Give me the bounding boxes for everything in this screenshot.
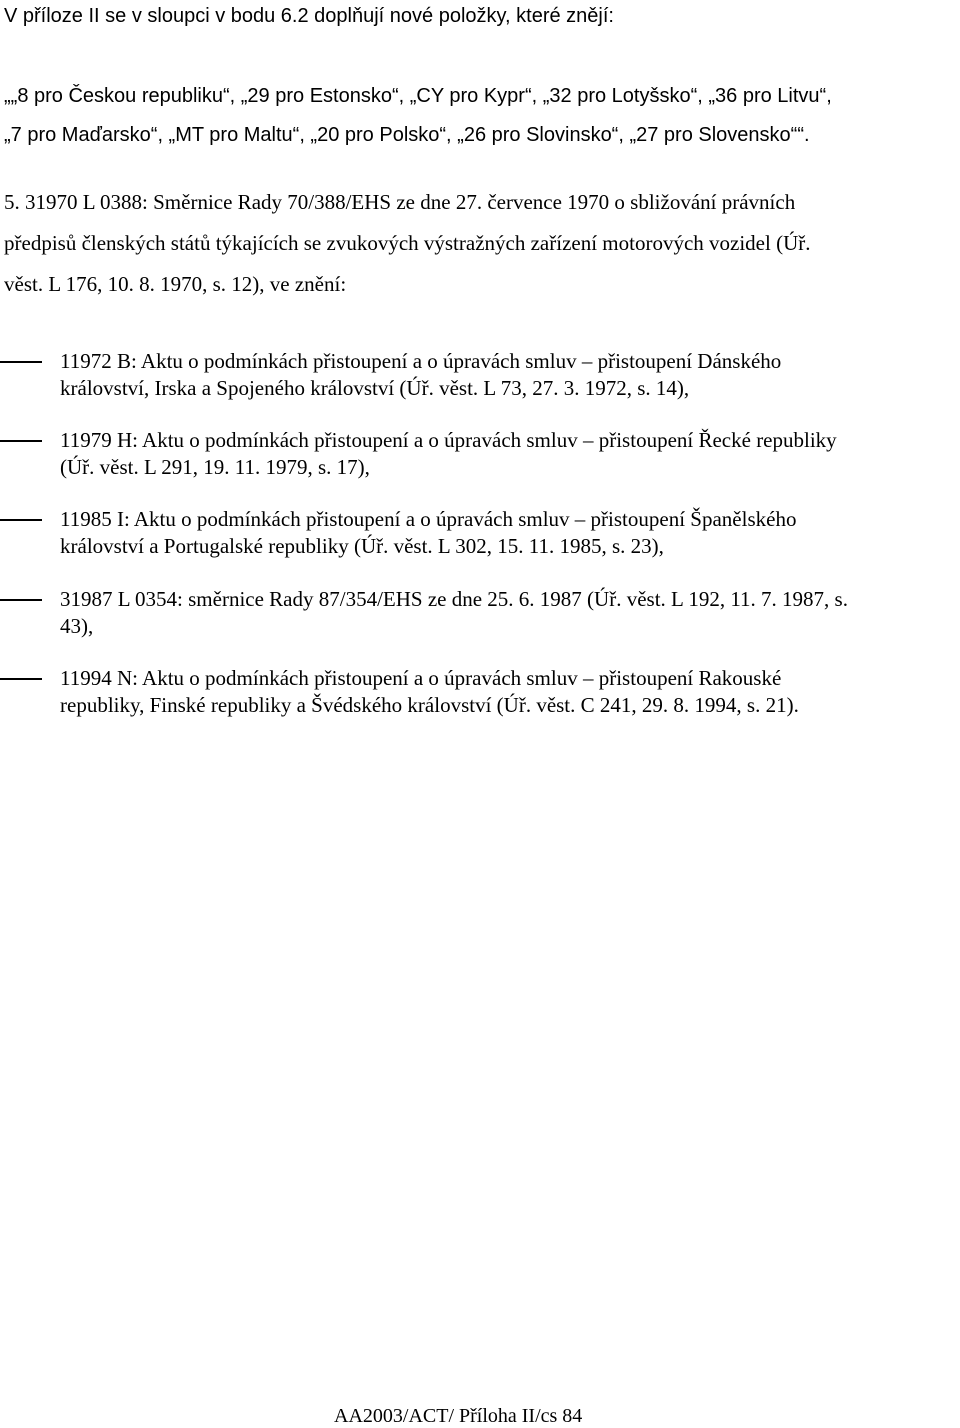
section-line-1: 5. 31970 L 0388: Směrnice Rady 70/388/EHS ze dne 27. července 1970 o sbližování právních xyxy=(4,190,796,214)
dash-marker xyxy=(0,599,42,601)
dash-marker xyxy=(0,519,42,521)
entry-text xyxy=(60,427,960,481)
intro-line: V příloze II se v sloupci v bodu 6.2 doplňují nové položky, které znějí: xyxy=(4,5,614,27)
entry-line-1: 11994 N: Aktu o podmínkách přistoupení a o úpravách smluv – přistoupení Rakouské xyxy=(60,666,782,690)
dash-marker xyxy=(0,678,42,680)
entry-line-2: království, Irska a Spojeného království (Úř. věst. L 73, 27. 3. 1972, s. 14), xyxy=(60,376,690,400)
entry-text xyxy=(60,586,960,640)
page-footer: AA2003/ACT/ Příloha II/cs 84 xyxy=(334,1405,583,1427)
entry-text xyxy=(60,665,960,719)
dash-marker xyxy=(0,440,42,442)
entry-line-1: 11985 I: Aktu o podmínkách přistoupení a o úpravách smluv – přistoupení Španělského xyxy=(60,507,797,531)
dash-marker xyxy=(0,361,42,363)
quote-line-2: „7 pro Maďarsko“, „MT pro Maltu“, „20 pro Polsko“, „26 pro Slovinsko“, „27 pro Slovensko““. xyxy=(4,124,810,146)
section-line-3: věst. L 176, 10. 8. 1970, s. 12), ve znění: xyxy=(4,272,347,296)
entry-line-1: 31987 L 0354: směrnice Rady 87/354/EHS ze dne 25. 6. 1987 (Úř. věst. L 192, 11. 7. 1987, s. xyxy=(60,587,848,611)
quote-line-1: „„8 pro Českou republiku“, „29 pro Estonsko“, „CY pro Kypr“, „32 pro Lotyšsko“, „36 pro Litvu“, xyxy=(4,85,832,107)
entry-line-1: 11972 B: Aktu o podmínkách přistoupení a o úpravách smluv – přistoupení Dánského xyxy=(60,349,782,373)
entry-line-2: republiky, Finské republiky a Švédského království (Úř. věst. C 241, 29. 8. 1994, s. 21). xyxy=(60,693,799,717)
section-line-2: předpisů členských států týkajících se zvukových výstražných zařízení motorových vozidel (Úř. xyxy=(4,231,811,255)
entry-text xyxy=(60,348,960,402)
entry-line-2: 43), xyxy=(60,614,94,638)
entry-line-2: království a Portugalské republiky (Úř. věst. L 302, 15. 11. 1985, s. 23), xyxy=(60,534,664,558)
entry-text xyxy=(60,506,960,560)
entry-line-1: 11979 H: Aktu o podmínkách přistoupení a o úpravách smluv – přistoupení Řecké republiky xyxy=(60,428,837,452)
entry-line-2: (Úř. věst. L 291, 19. 11. 1979, s. 17), xyxy=(60,455,370,479)
